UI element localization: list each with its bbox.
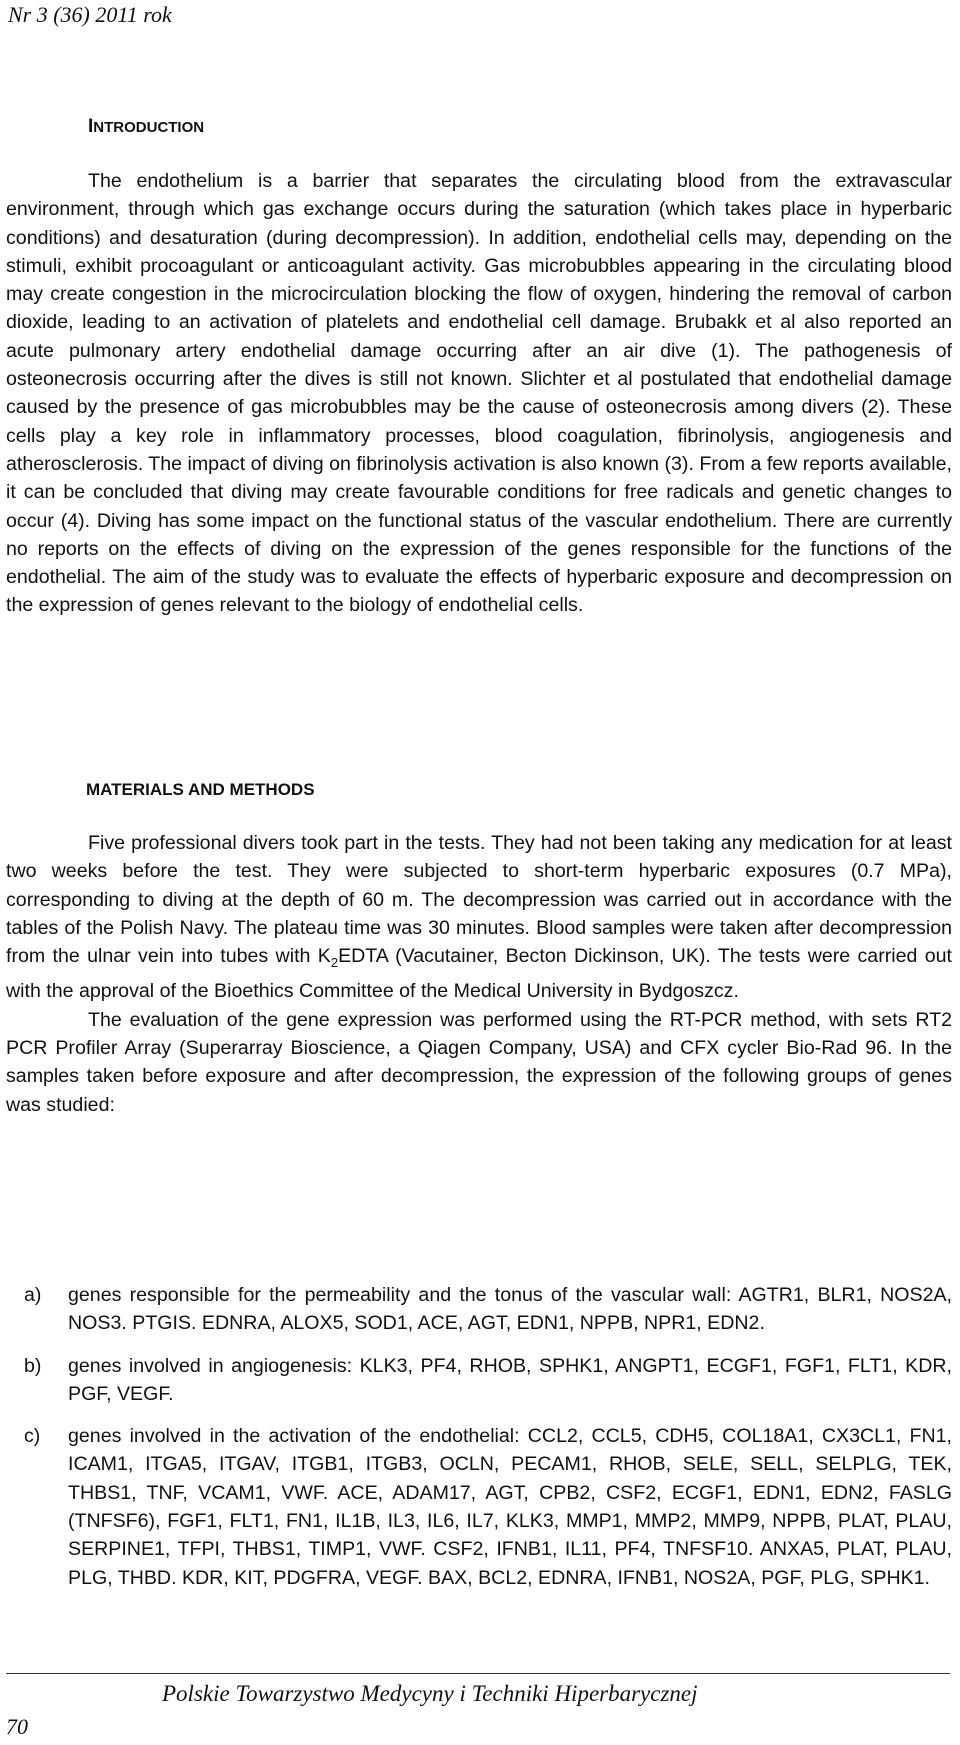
page-number: 70 [6, 1714, 28, 1739]
introduction-paragraph: The endothelium is a barrier that separates the circulating blood from the extravascular environment, through which gas exchange occurs during the saturation (which takes place in hyperbaric conditions) and desaturation (during decompression). In addition, endothelial cells may, depending on the stimuli, exhibit procoagulant or anticoagulant activity. Gas microbubbles appearing in the circulating blood may create congestion in the microcirculation blocking the flow of oxygen, hindering the removal of carbon dioxide, leading to an activation of platelets and endothelial cell damage. Brubakk et al also reported an acute pulmonary artery endothelial damage occurring after an air dive (1). The pathogenesis of osteonecrosis occurring after the dives is still not known. Slichter et al postulated that endothelial damage caused by the presence of gas microbubbles may be the cause of osteonecrosis among divers (2). These cells play a key role in inflammatory processes, blood coagulation, fibrinolysis, angiogenesis and atherosclerosis. The impact of diving on fibrinolysis activation is also known (3). From a few reports available, it can be concluded that diving may create favourable conditions for free radicals and genetic changes to occur (4). Diving has some impact on the functional status of the vascular endothelium. There are currently no reports on the effects of diving on the expression of the genes responsible for the functions of the endothelial. The aim of the study was to evaluate the effects of hyperbaric exposure and decompression on the expression of genes relevant to the biology of endothelial cells. [6, 170, 952, 617]
methods-p1-after: EDTA (Vacutainer, Becton Dickinson, UK). The tests were carried out with the approval of the Bioethics Committee of the Medical University in Bydgoszcz. [6, 945, 952, 1003]
list-item [6, 1422, 952, 1592]
methods-p1-subscript: 2 [330, 955, 339, 971]
introduction-heading-initial: I [88, 116, 94, 137]
methods-paragraph-2: The evaluation of the gene expression was performed using the RT-PCR method, with sets RT2 PCR Profiler Array (Superarray Bioscience, a Qiagen Company, USA) and CFX cycler Bio-Rad 96. In the samples taken before exposure and after decompression, the expression of the following groups of genes was studied: [6, 1008, 952, 1116]
list-item [6, 1352, 952, 1409]
footer-society: Polskie Towarzystwo Medycyny i Techniki Hiperbarycznej [162, 1681, 698, 1706]
methods-p1-before: Five professional divers took part in the tests. They had not been taking any medication for at least two weeks before the test. They were subjected to short-term hyperbaric exposures (0.7 MPa), corresponding to diving at the depth of 60 m. The decompression was carried out in accordance with the tables of the Polish Navy. The plateau time was 30 minutes. Blood samples were taken after decompression from the ulnar vein into tubes with K [6, 832, 952, 968]
methods-paragraph-1 [6, 829, 952, 1006]
footer-divider [6, 1673, 950, 1674]
list-item-marker: c) [24, 1425, 41, 1448]
list-item [6, 1281, 952, 1338]
introduction-heading [88, 116, 204, 138]
gene-group-list [6, 1281, 952, 1606]
list-item-text: genes responsible for the permeability and the tonus of the vascular wall: AGTR1, BLR1, NOS2A, NOS3. PTGIS. EDNRA, ALOX5, SOD1, ACE, AGT, EDN1, NPPB, NPR1, EDN2. [68, 1284, 952, 1335]
methods-section [6, 829, 952, 1119]
list-item-marker: a) [24, 1284, 42, 1306]
list-item-marker: b) [24, 1354, 42, 1377]
introduction-heading-rest: NTRODUCTION [93, 119, 205, 136]
issue-header: Nr 3 (36) 2011 rok [8, 2, 172, 27]
list-item-text: genes involved in angiogenesis: KLK3, PF4, RHOB, SPHK1, ANGPT1, ECGF1, FGF1, FLT1, KDR, PGF, VEGF. [68, 1354, 952, 1405]
methods-heading: MATERIALS AND METHODS [86, 780, 315, 799]
list-item-text: genes involved in the activation of the endothelial: CCL2, CCL5, CDH5, COL18A1, CX3CL1, FN1, ICAM1, ITGA5, ITGAV, ITGB1, ITGB3, OCLN, PECAM1, RHOB, SELE, SELL, SELPLG, TEK, THBS1, TNF, VCAM1, VWF. ACE, ADAM17, AGT, CPB2, CSF2, ECGF1, EDN1, EDN2, FASLG (TNFSF6), FGF1, FLT1, FN1, IL1B, IL3, IL6, IL7, KLK3, MMP1, MMP2, MMP9, NPPB, PLAT, PLAU, SERPINE1, TFPI, THBS1, TIMP1, VWF. CSF2, IFNB1, IL11, PF4, TNFSF10. ANXA5, PLAT, PLAU, PLG, THBD. KDR, KIT, PDGFRA, VEGF. BAX, BCL2, EDNRA, IFNB1, NOS2A, PGF, PLG, SPHK1. [68, 1425, 952, 1589]
introduction-section [6, 167, 952, 620]
